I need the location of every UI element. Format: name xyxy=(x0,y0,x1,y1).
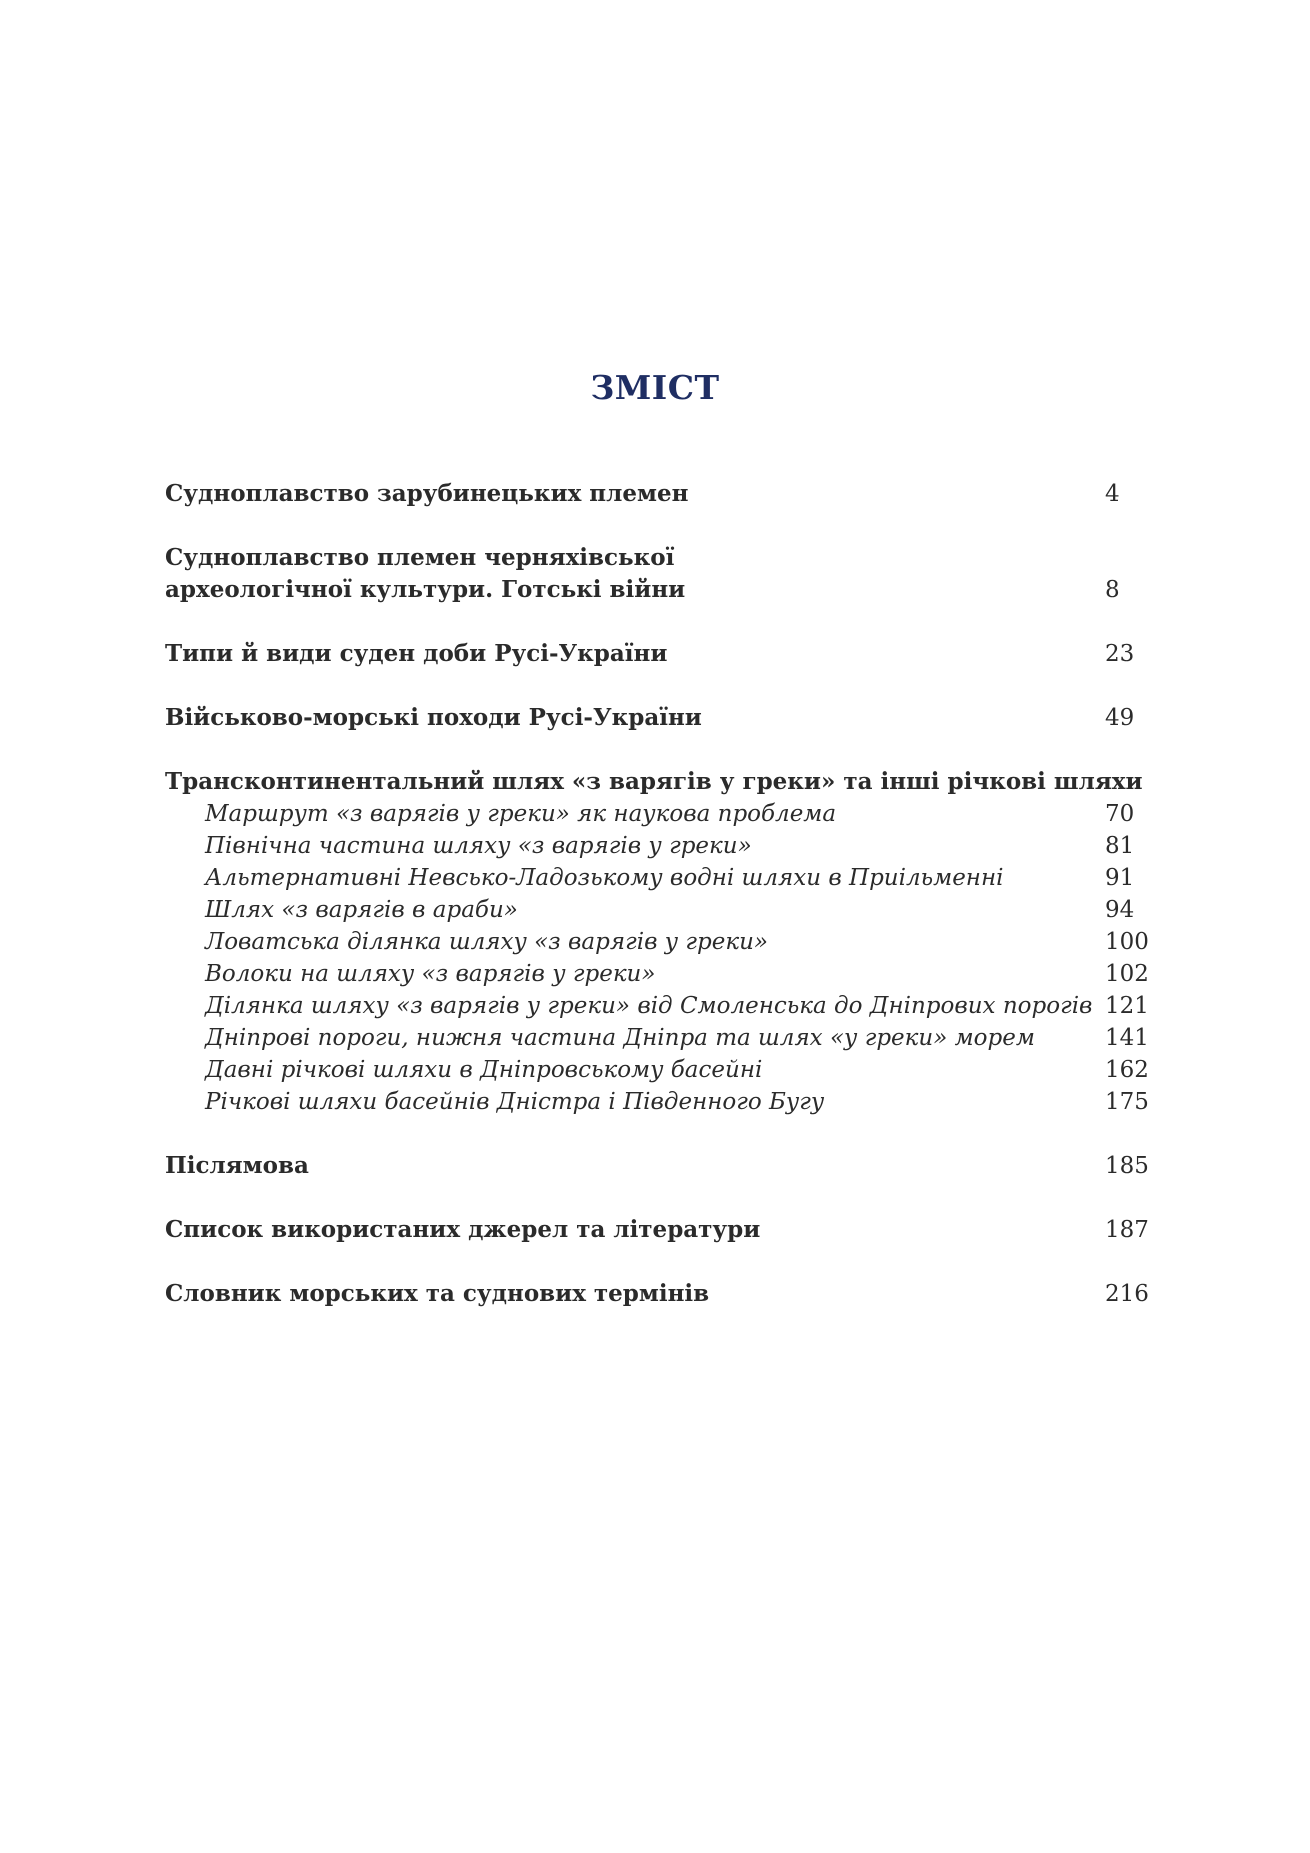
toc-subentry-page: 162 xyxy=(1105,1057,1149,1083)
toc-subentry-page: 94 xyxy=(1105,897,1135,923)
toc-subentry xyxy=(165,830,1165,862)
toc-subentry-page: 70 xyxy=(1105,801,1135,827)
toc-subentry-title: Волоки на шляху «з варягів у греки» xyxy=(205,961,656,987)
toc-subentry xyxy=(165,1022,1165,1054)
toc-group xyxy=(165,766,1165,1118)
toc-subentry xyxy=(165,958,1165,990)
page-title: ЗМІСТ xyxy=(590,368,720,407)
toc-subentry-title: Дніпрові пороги, нижня частина Дніпра та шлях «у греки» морем xyxy=(205,1025,1035,1051)
toc-subentry-page: 81 xyxy=(1105,833,1135,859)
toc-entry xyxy=(165,542,1165,606)
toc-subentry-title: Річкові шляхи басейнів Дністра і Південного Бугу xyxy=(205,1089,825,1115)
toc-entry xyxy=(165,638,1165,670)
toc-entry-title-line: археологічної культури. Готські війни xyxy=(165,576,686,603)
toc-entry xyxy=(165,1214,1165,1246)
toc-entry-page: 23 xyxy=(1105,641,1135,667)
toc-entry-page: 185 xyxy=(1105,1153,1149,1179)
toc-subentry xyxy=(165,1086,1165,1118)
toc-entry-page: 8 xyxy=(1105,577,1120,603)
toc-entry xyxy=(165,1150,1165,1182)
toc-subentry xyxy=(165,894,1165,926)
toc-entry-page: 4 xyxy=(1105,481,1120,507)
toc-entry-title-line: Судноплавство племен черняхівської xyxy=(165,544,675,571)
toc-subentry-page: 121 xyxy=(1105,993,1149,1019)
toc-subentry-page: 100 xyxy=(1105,929,1149,955)
toc-entry-page: 49 xyxy=(1105,705,1135,731)
toc-subentry-page: 141 xyxy=(1105,1025,1149,1051)
toc-subentry-title: Давні річкові шляхи в Дніпровському басейні xyxy=(205,1057,763,1083)
toc-entry xyxy=(165,478,1165,510)
toc-entry-title: Післямова xyxy=(165,1152,309,1179)
toc-subentry-title: Шлях «з варягів в араби» xyxy=(205,897,518,923)
toc-subentry xyxy=(165,798,1165,830)
toc-subentry-page: 102 xyxy=(1105,961,1149,987)
toc-entry-title: Словник морських та суднових термінів xyxy=(165,1280,710,1307)
toc-subentry xyxy=(165,1054,1165,1086)
toc-group-title: Трансконтинентальний шлях «з варягів у греки» та інші річкові шляхи xyxy=(165,768,1143,795)
toc-subentry xyxy=(165,926,1165,958)
toc-entry xyxy=(165,702,1165,734)
toc-subentry xyxy=(165,862,1165,894)
toc-subentry-title: Альтернативні Невсько-Ладозькому водні шляхи в Приільменні xyxy=(205,865,1004,891)
toc-entry xyxy=(165,1278,1165,1310)
toc-subentry-title: Маршрут «з варягів у греки» як наукова проблема xyxy=(205,801,837,827)
toc-entry-title: Судноплавство зарубинецьких племен xyxy=(165,480,689,507)
toc-subentry-title: Ловатська ділянка шляху «з варягів у греки» xyxy=(205,929,768,955)
toc-entry-title: Типи й види суден доби Русі-України xyxy=(165,640,668,667)
toc-subentry-page: 175 xyxy=(1105,1089,1149,1115)
toc-subentry-title: Північна частина шляху «з варягів у греки» xyxy=(205,833,752,859)
toc-subentry-title: Ділянка шляху «з варягів у греки» від Смоленська до Дніпрових порогів xyxy=(205,993,1093,1019)
toc-entry-page: 187 xyxy=(1105,1217,1149,1243)
toc-subentry-page: 91 xyxy=(1105,865,1135,891)
toc-entry-page: 216 xyxy=(1105,1281,1149,1307)
toc-subentry xyxy=(165,990,1165,1022)
toc-entry-title: Військово-морські походи Русі-України xyxy=(165,704,702,731)
table-of-contents xyxy=(165,478,1165,1342)
toc-entry-title: Список використаних джерел та літератури xyxy=(165,1216,761,1243)
